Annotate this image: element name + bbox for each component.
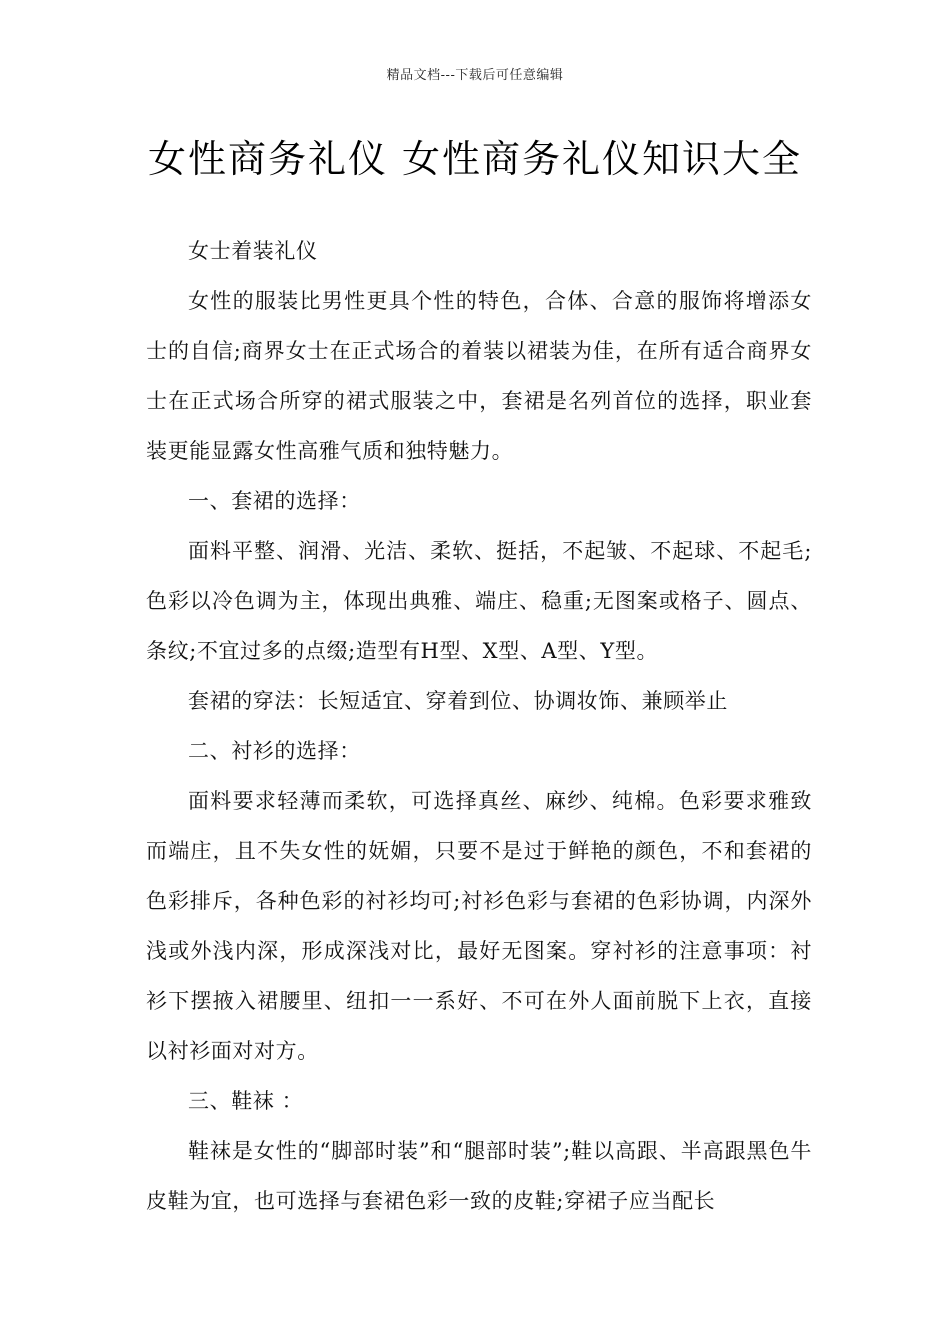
section-heading: 一、套裙的选择：: [188, 489, 361, 513]
paragraph: 面料平整、润滑、光洁、柔软、挺括，不起皱、不起球、不起毛;色彩以冷色调为主，体现出典雅、端庄、稳重;无图案或格子、圆点、条纹;不宜过多的点缀;造型有H型、X型、A型、Y型。: [146, 539, 812, 663]
paragraph: 女性的服装比男性更具个性的特色，合体、合意的服饰将增添女士的自信;商界女士在正式场合的着装以裙装为佳，在所有适合商界女士在正式场合所穿的裙式服装之中，套裙是名列首位的选择，职业套装更能显露女性高雅气质和独特魅力。: [146, 289, 812, 463]
paragraph: 面料要求轻薄而柔软，可选择真丝、麻纱、纯棉。色彩要求雅致而端庄，且不失女性的妩媚，只要不是过于鲜艳的颜色，不和套裙的色彩排斥，各种色彩的衬衫均可;衬衫色彩与套裙的色彩协调，内深外浅或外浅内深，形成深浅对比，最好无图案。穿衬衫的注意事项：衬衫下摆掖入裙腰里、纽扣一一系好、不可在外人面前脱下上衣，直接以衬衫面对对方。: [146, 789, 812, 1063]
section-heading: 三、鞋袜 ：: [188, 1089, 304, 1113]
paragraph: 套裙的穿法：长短适宜、穿着到位、协调妆饰、兼顾举止: [188, 689, 728, 713]
paragraph: 鞋袜是女性的“脚部时装”和“腿部时装”;鞋以高跟、半高跟黑色牛皮鞋为宜，也可选择与套裙色彩一致的皮鞋;穿裙子应当配长: [146, 1139, 812, 1213]
section-heading: 女士着装礼仪: [188, 239, 318, 263]
section-heading: 二、衬衫的选择：: [188, 739, 361, 763]
document-body: [146, 226, 812, 1226]
page-header: 精品文档---下载后可任意编辑: [386, 68, 564, 83]
document-title: 女性商务礼仪 女性商务礼仪知识大全: [147, 137, 803, 181]
